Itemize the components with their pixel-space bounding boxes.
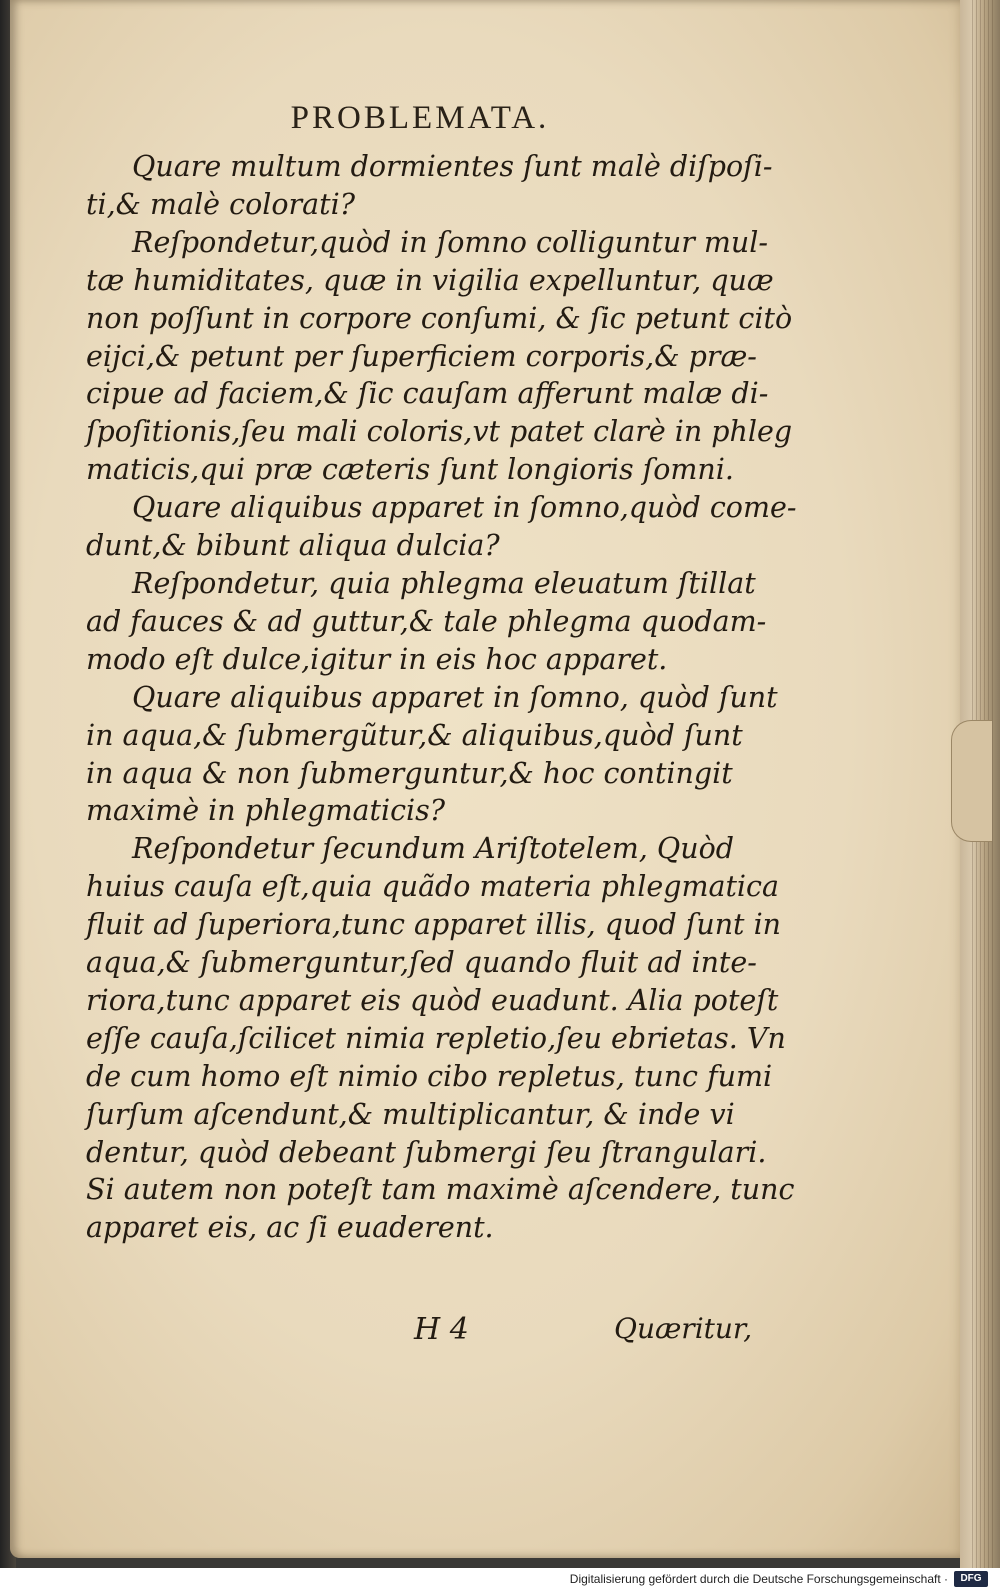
text-line: riora,tunc apparet eis quòd euadunt. Alia poteſt bbox=[86, 983, 779, 1017]
thumb-tab bbox=[951, 720, 992, 842]
text-line: aqua,& ſubmerguntur,ſed quando fluit ad inte- bbox=[86, 946, 757, 980]
text-line: maticis,qui præ cæteris ſunt longioris ſomni. bbox=[86, 453, 734, 487]
text-line: tæ humiditates, quæ in vigilia expelluntur, quæ bbox=[86, 263, 774, 297]
text-line: Reſpondetur, quia phlegma eleuatum ſtillat bbox=[132, 566, 756, 600]
text-line: dunt,& bibunt aliqua dulcia? bbox=[86, 529, 500, 563]
signature-mark: H 4 bbox=[414, 1312, 469, 1347]
text-line: Reſpondetur ſecundum Ariſtotelem, Quòd bbox=[132, 832, 735, 866]
text-line: maximè in phlegmaticis? bbox=[86, 794, 446, 828]
text-line: modo eſt dulce,igitur in eis hoc apparet. bbox=[86, 642, 668, 676]
text-line: Quare aliquibus apparet in ſomno, quòd ſunt bbox=[132, 680, 778, 714]
dfg-logo: DFG bbox=[954, 1571, 988, 1587]
body-text bbox=[86, 148, 797, 1247]
credit-text: Digitalisierung gefördert durch die Deutsche Forschungsgemeinschaft · bbox=[569, 1572, 948, 1586]
text-line: huius cauſa eſt,quia quãdo materia phlegmatica bbox=[86, 870, 780, 904]
text-line: cipue ad faciem,& ſic cauſam afferunt malæ di- bbox=[86, 377, 769, 411]
text-line: fluit ad ſuperiora,tunc apparet illis, quod ſunt in bbox=[86, 908, 782, 942]
text-line: Quare multum dormientes ſunt malè diſpoſi- bbox=[132, 150, 773, 183]
text-line: de cum homo eſt nimio cibo repletus, tunc fumi bbox=[86, 1059, 773, 1093]
text-line: dentur, quòd debeant ſubmergi ſeu ſtrangulari. bbox=[86, 1135, 767, 1169]
text-line: Reſpondetur,quòd in ſomno colliguntur mul- bbox=[132, 225, 769, 259]
text-line: eſſe cauſa,ſcilicet nimia repletio,ſeu ebrietas. Vn bbox=[86, 1021, 786, 1055]
text-line: ſpoſitionis,ſeu mali coloris,vt patet clarè in phleg bbox=[86, 415, 793, 449]
text-line: ſurſum aſcendunt,& multiplicantur, & inde vi bbox=[86, 1097, 735, 1131]
text-line: ti,& malè colorati? bbox=[86, 187, 355, 221]
text-line: eijci,& petunt per ſuperficiem corporis,& præ- bbox=[86, 339, 757, 373]
text-line: apparet eis, ac ſi euaderent. bbox=[86, 1211, 494, 1245]
credit-bar bbox=[0, 1568, 1000, 1592]
text-line: in aqua & non ſubmerguntur,& hoc contingit bbox=[86, 756, 733, 790]
text-line: in aqua,& ſubmergũtur,& aliquibus,quòd ſunt bbox=[86, 718, 743, 752]
page-footer bbox=[0, 1312, 1000, 1352]
catchword: Quæritur, bbox=[614, 1312, 753, 1345]
text-line: non poſſunt in corpore conſumi, & ſic petunt citò bbox=[86, 301, 793, 335]
text-line: Si autem non poteſt tam maximè aſcendere, tunc bbox=[86, 1173, 795, 1207]
text-line: ad fauces & ad guttur,& tale phlegma quodam- bbox=[86, 604, 767, 638]
running-head: PROBLEMATA. bbox=[290, 100, 550, 136]
text-line: Quare aliquibus apparet in ſomno,quòd come- bbox=[132, 491, 797, 525]
